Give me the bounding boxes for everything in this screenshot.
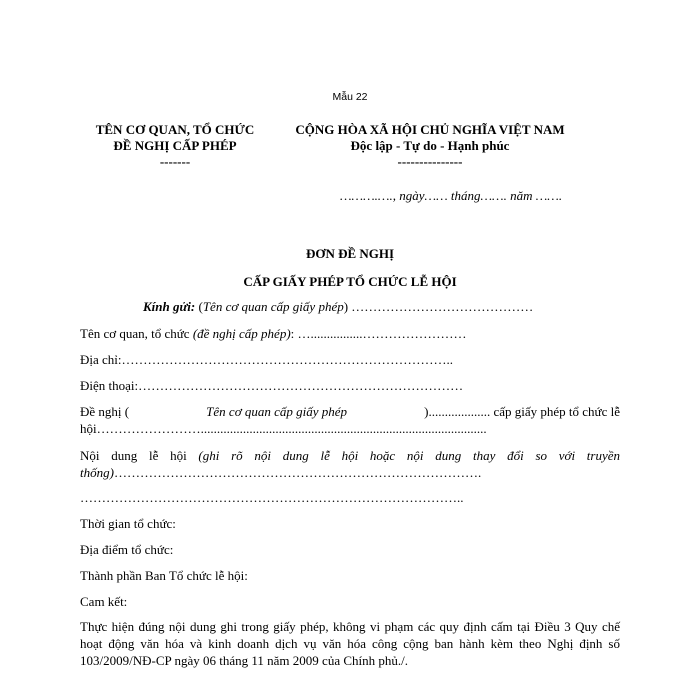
recipient-label: Kính gửi: [143, 299, 196, 314]
organization-role: ĐỀ NGHỊ CẤP PHÉP [113, 138, 237, 153]
phone-field: Điện thoại:………………………………………………………………… [80, 378, 464, 393]
national-motto: Độc lập - Tự do - Hạnh phúc [350, 138, 510, 153]
organization-header-rule: ------- [159, 154, 191, 169]
organization-name-placeholder: TÊN CƠ QUAN, TỔ CHỨC [95, 122, 255, 137]
document-title: ĐƠN ĐỀ NGHỊ [305, 246, 395, 261]
recipient-hint: Tên cơ quan cấp giấy phép [202, 299, 344, 314]
date-line: ……….…., ngày…… tháng……. năm ……. [340, 188, 563, 203]
content-extra-line: …………………………………………………………………………….. [80, 490, 464, 505]
request-tail: )................... cấp giấy phép tổ chức lễ [424, 404, 620, 419]
org-name-blank: : …................…………………… [290, 326, 467, 341]
org-name-field [80, 326, 467, 342]
national-title: CỘNG HÒA XÃ HỘI CHỦ NGHĨA VIỆT NAM [295, 122, 565, 137]
venue-field: Địa điểm tổ chức: [80, 542, 174, 557]
committee-field: Thành phần Ban Tổ chức lễ hội: [80, 568, 248, 583]
commitment-text: Thực hiện đúng nội dung ghi trong giấy phép, không vi phạm các quy định cấm tại Điều 3 Quy chế hoạt động văn hóa và kinh doanh dịch vụ văn hóa công cộng ban hành kèm theo Nghị định số 103/2009/NĐ-CP ngày 06 tháng 11 năm 2009 của Chính phủ./. [80, 619, 620, 668]
content-label: Nội dung lễ hội [80, 448, 199, 463]
organization-header [80, 122, 270, 170]
recipient-open: ( [195, 299, 203, 314]
address-field: Địa chỉ:………………………………………………………………….. [80, 352, 454, 367]
request-hint: Tên cơ quan cấp giấy phép [206, 404, 348, 419]
document-subtitle: CẤP GIẤY PHÉP TỔ CHỨC LỄ HỘI [243, 274, 457, 289]
recipient-blank: ) …………………………………… [343, 299, 534, 314]
org-name-hint: (đề nghị cấp phép) [192, 326, 291, 341]
content-hint: (ghi rõ nội dung lễ hội hoặc nội dung thay đổi so với truyền thống) [80, 448, 620, 480]
form-number: Mẫu 22 [332, 91, 368, 103]
request-field-line2: hội……………………........................................................................................ [80, 421, 487, 436]
national-header-rule: --------------- [397, 154, 463, 169]
request-prefix: Đề nghị ( [80, 404, 130, 419]
festival-content-field [80, 447, 620, 481]
national-header [270, 122, 590, 170]
request-field-line1 [80, 404, 620, 420]
recipient-line [143, 299, 533, 315]
commitment-label: Cam kết: [80, 594, 128, 609]
content-blank: …………………………………………………………………………. [113, 465, 482, 480]
org-name-label: Tên cơ quan, tổ chức [80, 326, 193, 341]
time-field: Thời gian tổ chức: [80, 516, 176, 531]
